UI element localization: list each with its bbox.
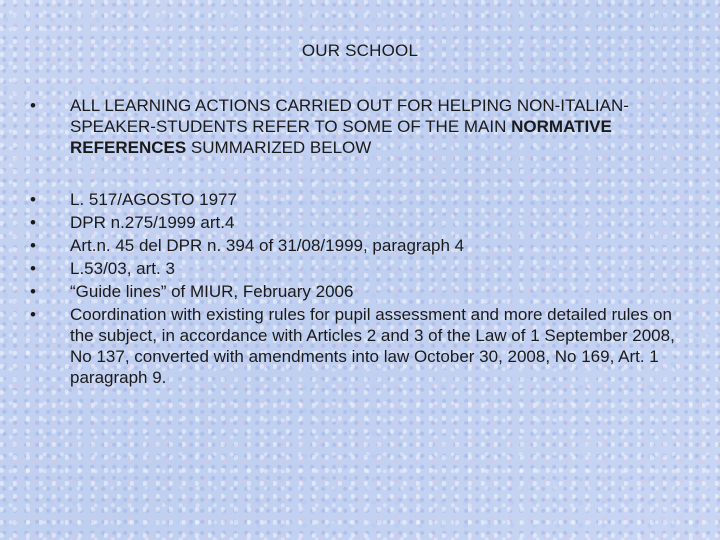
- bullet-icon: •: [30, 190, 36, 209]
- bullet-icon: •: [30, 96, 36, 115]
- reference-text: L.53/03, art. 3: [70, 259, 175, 278]
- reference-item: [30, 189, 690, 210]
- reference-item: [30, 281, 690, 302]
- reference-text: L. 517/AGOSTO 1977: [70, 190, 237, 209]
- reference-text: Art.n. 45 del DPR n. 394 of 31/08/1999, paragraph 4: [70, 236, 465, 255]
- references-list: [30, 189, 690, 390]
- slide-title: [0, 41, 720, 61]
- intro-list: [30, 95, 690, 158]
- bullet-icon: •: [30, 236, 36, 255]
- reference-item: [30, 258, 690, 279]
- intro-bold-normative: NORMATIVE: [511, 117, 612, 136]
- reference-item: [30, 212, 690, 233]
- reference-item: [30, 235, 690, 256]
- reference-text: “Guide lines” of MIUR, February 2006: [70, 282, 354, 301]
- bullet-icon: •: [30, 213, 36, 232]
- reference-text: Coordination with existing rules for pupil assessment and more detailed rules on the subject, in accordance with Articles 2 and 3 of the Law of 1 September 2008, No 137, converted with amendments into law October 30, 2008, No 169, Art. 1 paragraph 9.: [70, 305, 675, 387]
- intro-text-after: SUMMARIZED BELOW: [186, 138, 372, 157]
- intro-text-before: ALL LEARNING ACTIONS CARRIED OUT FOR HELPING NON-ITALIAN-SPEAKER-STUDENTS REFER TO SOME OF THE MAIN: [70, 96, 629, 136]
- reference-item: [30, 304, 690, 388]
- bullet-icon: •: [30, 282, 36, 301]
- reference-text: DPR n.275/1999 art.4: [70, 213, 235, 232]
- bullet-icon: •: [30, 305, 36, 324]
- bullet-icon: •: [30, 259, 36, 278]
- intro-bold-references: REFERENCES: [70, 138, 187, 157]
- intro-bullet: [30, 95, 690, 158]
- slide-title-text: OUR SCHOOL: [301, 41, 419, 60]
